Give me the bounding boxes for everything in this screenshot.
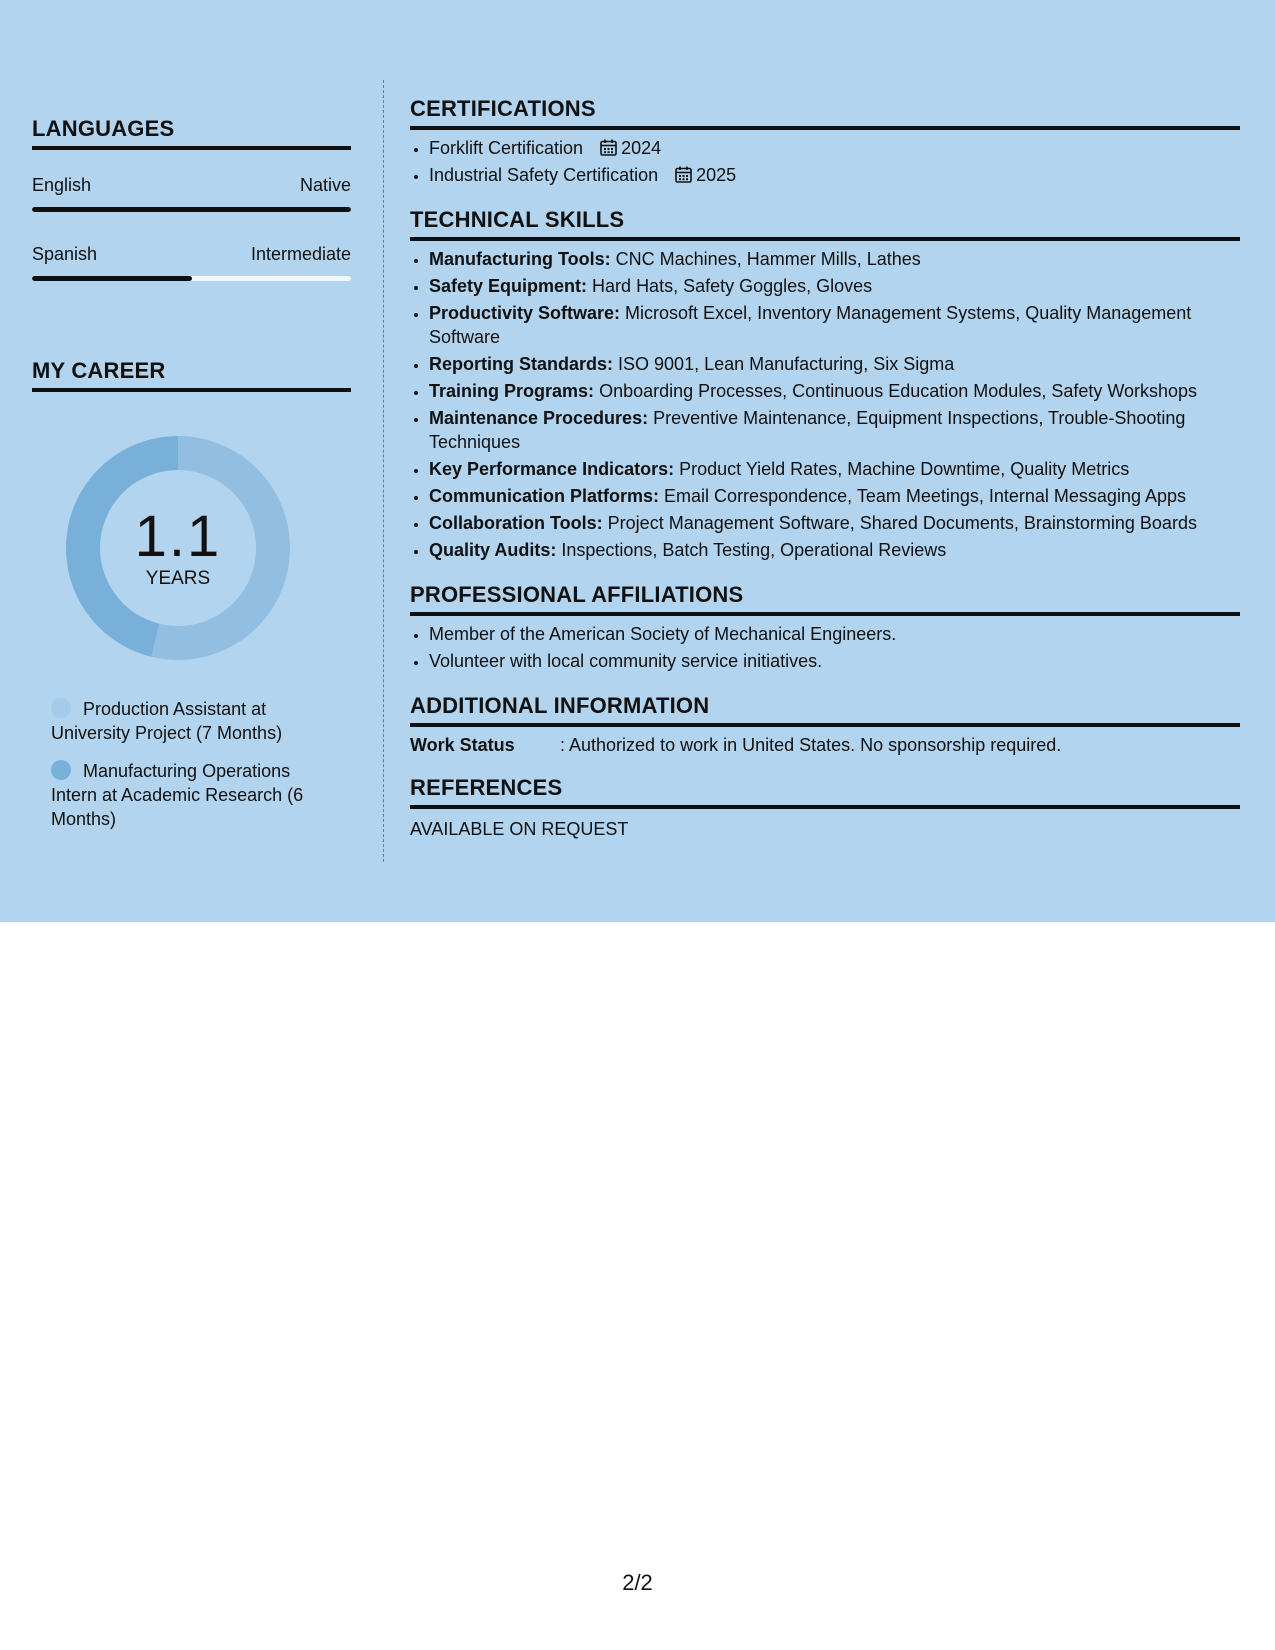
skill-label: Collaboration Tools: — [429, 513, 603, 533]
legend-label: Manufacturing Operations Intern at Academic Research (6 Months) — [51, 761, 304, 829]
career-title: MY CAREER — [32, 358, 351, 392]
references-title: REFERENCES — [410, 775, 1240, 809]
skill-value: Project Management Software, Shared Documents, Brainstorming Boards — [607, 513, 1197, 533]
skill-value: Onboarding Processes, Continuous Education Modules, Safety Workshops — [599, 381, 1198, 401]
affiliation-item: • Member of the American Society of Mechanical Engineers. — [429, 622, 1240, 646]
certifications-section — [410, 96, 1240, 190]
legend-item — [51, 759, 321, 831]
affiliations-title: PROFESSIONAL AFFILIATIONS — [410, 582, 1240, 616]
skill-item — [429, 379, 1240, 403]
page-number: 2/2 — [622, 1570, 653, 1595]
certification-year: 2024 — [621, 138, 662, 158]
certification-item — [429, 163, 1240, 187]
career-legend — [51, 697, 321, 831]
languages-section — [32, 116, 351, 150]
additional-info-section — [410, 693, 1240, 756]
language-item — [32, 175, 351, 212]
work-status-value: : Authorized to work in United States. No sponsorship required. — [560, 735, 1062, 755]
languages-title: LANGUAGES — [32, 116, 351, 150]
skill-label: Communication Platforms: — [429, 486, 660, 506]
skill-value: ISO 9001, Lean Manufacturing, Six Sigma — [618, 354, 955, 374]
language-level-fill — [32, 276, 192, 281]
legend-dot — [51, 698, 71, 718]
skill-value: Hard Hats, Safety Goggles, Gloves — [592, 276, 873, 296]
skill-item — [429, 352, 1240, 376]
legend-label: Production Assistant at University Project (7 Months) — [51, 699, 283, 743]
skill-value: Inspections, Batch Testing, Operational Reviews — [561, 540, 947, 560]
skill-label: Manufacturing Tools: — [429, 249, 611, 269]
skill-item — [429, 247, 1240, 271]
skill-value: Product Yield Rates, Machine Downtime, Quality Metrics — [679, 459, 1130, 479]
career-years-unit: YEARS — [145, 568, 211, 589]
skill-item — [429, 406, 1240, 454]
legend-dot — [51, 760, 71, 780]
skill-value: CNC Machines, Hammer Mills, Lathes — [615, 249, 921, 269]
language-name: English — [32, 175, 92, 195]
references-section — [410, 775, 1240, 840]
certification-year: 2025 — [696, 165, 737, 185]
skill-label: Quality Audits: — [429, 540, 557, 560]
language-level-bar — [32, 207, 351, 212]
certifications-title: CERTIFICATIONS — [410, 96, 1240, 130]
language-item — [32, 244, 351, 281]
language-level-bar — [32, 276, 351, 281]
work-status-label: Work Status — [410, 735, 515, 755]
skill-item — [429, 457, 1240, 481]
skill-item — [429, 274, 1240, 298]
career-section — [32, 358, 351, 392]
calendar-icon — [600, 139, 617, 156]
language-name: Spanish — [32, 244, 98, 264]
skill-item — [429, 538, 1240, 562]
skill-item — [429, 511, 1240, 535]
skill-value: Microsoft Excel, Inventory Management Systems, Quality Management Software — [429, 303, 1192, 347]
skill-label: Maintenance Procedures: — [429, 408, 649, 428]
skill-value: Email Correspondence, Team Meetings, Internal Messaging Apps — [664, 486, 1186, 506]
affiliations-list — [410, 622, 1240, 673]
skill-label: Productivity Software: — [429, 303, 621, 323]
skill-value: Preventive Maintenance, Equipment Inspections, Trouble-Shooting Techniques — [429, 408, 1186, 452]
references-text: AVAILABLE ON REQUEST — [410, 819, 629, 839]
language-level: Native — [299, 175, 351, 195]
legend-item — [51, 697, 321, 745]
donut-center — [66, 436, 290, 660]
technical-skills-list — [410, 247, 1240, 562]
skill-item — [429, 484, 1240, 508]
technical-skills-title: TECHNICAL SKILLS — [410, 207, 1240, 241]
additional-info-title: ADDITIONAL INFORMATION — [410, 693, 1240, 727]
certifications-list — [410, 136, 1240, 187]
certification-name: Industrial Safety Certification — [429, 165, 659, 185]
certification-item — [429, 136, 1240, 160]
skill-label: Training Programs: — [429, 381, 595, 401]
work-status-row — [410, 735, 1240, 756]
column-divider — [383, 80, 384, 862]
skill-label: Reporting Standards: — [429, 354, 614, 374]
calendar-icon — [675, 166, 692, 183]
skill-label: Key Performance Indicators: — [429, 459, 675, 479]
certification-name: Forklift Certification — [429, 138, 584, 158]
skill-label: Safety Equipment: — [429, 276, 588, 296]
career-years-value: 1.1 — [134, 504, 222, 569]
affiliation-item: • Volunteer with local community service initiatives. — [429, 649, 1240, 673]
career-donut-chart — [66, 436, 290, 660]
language-level: Intermediate — [250, 244, 351, 264]
language-level-fill — [32, 207, 351, 212]
affiliations-section — [410, 582, 1240, 676]
skill-item — [429, 301, 1240, 349]
technical-skills-section — [410, 207, 1240, 565]
